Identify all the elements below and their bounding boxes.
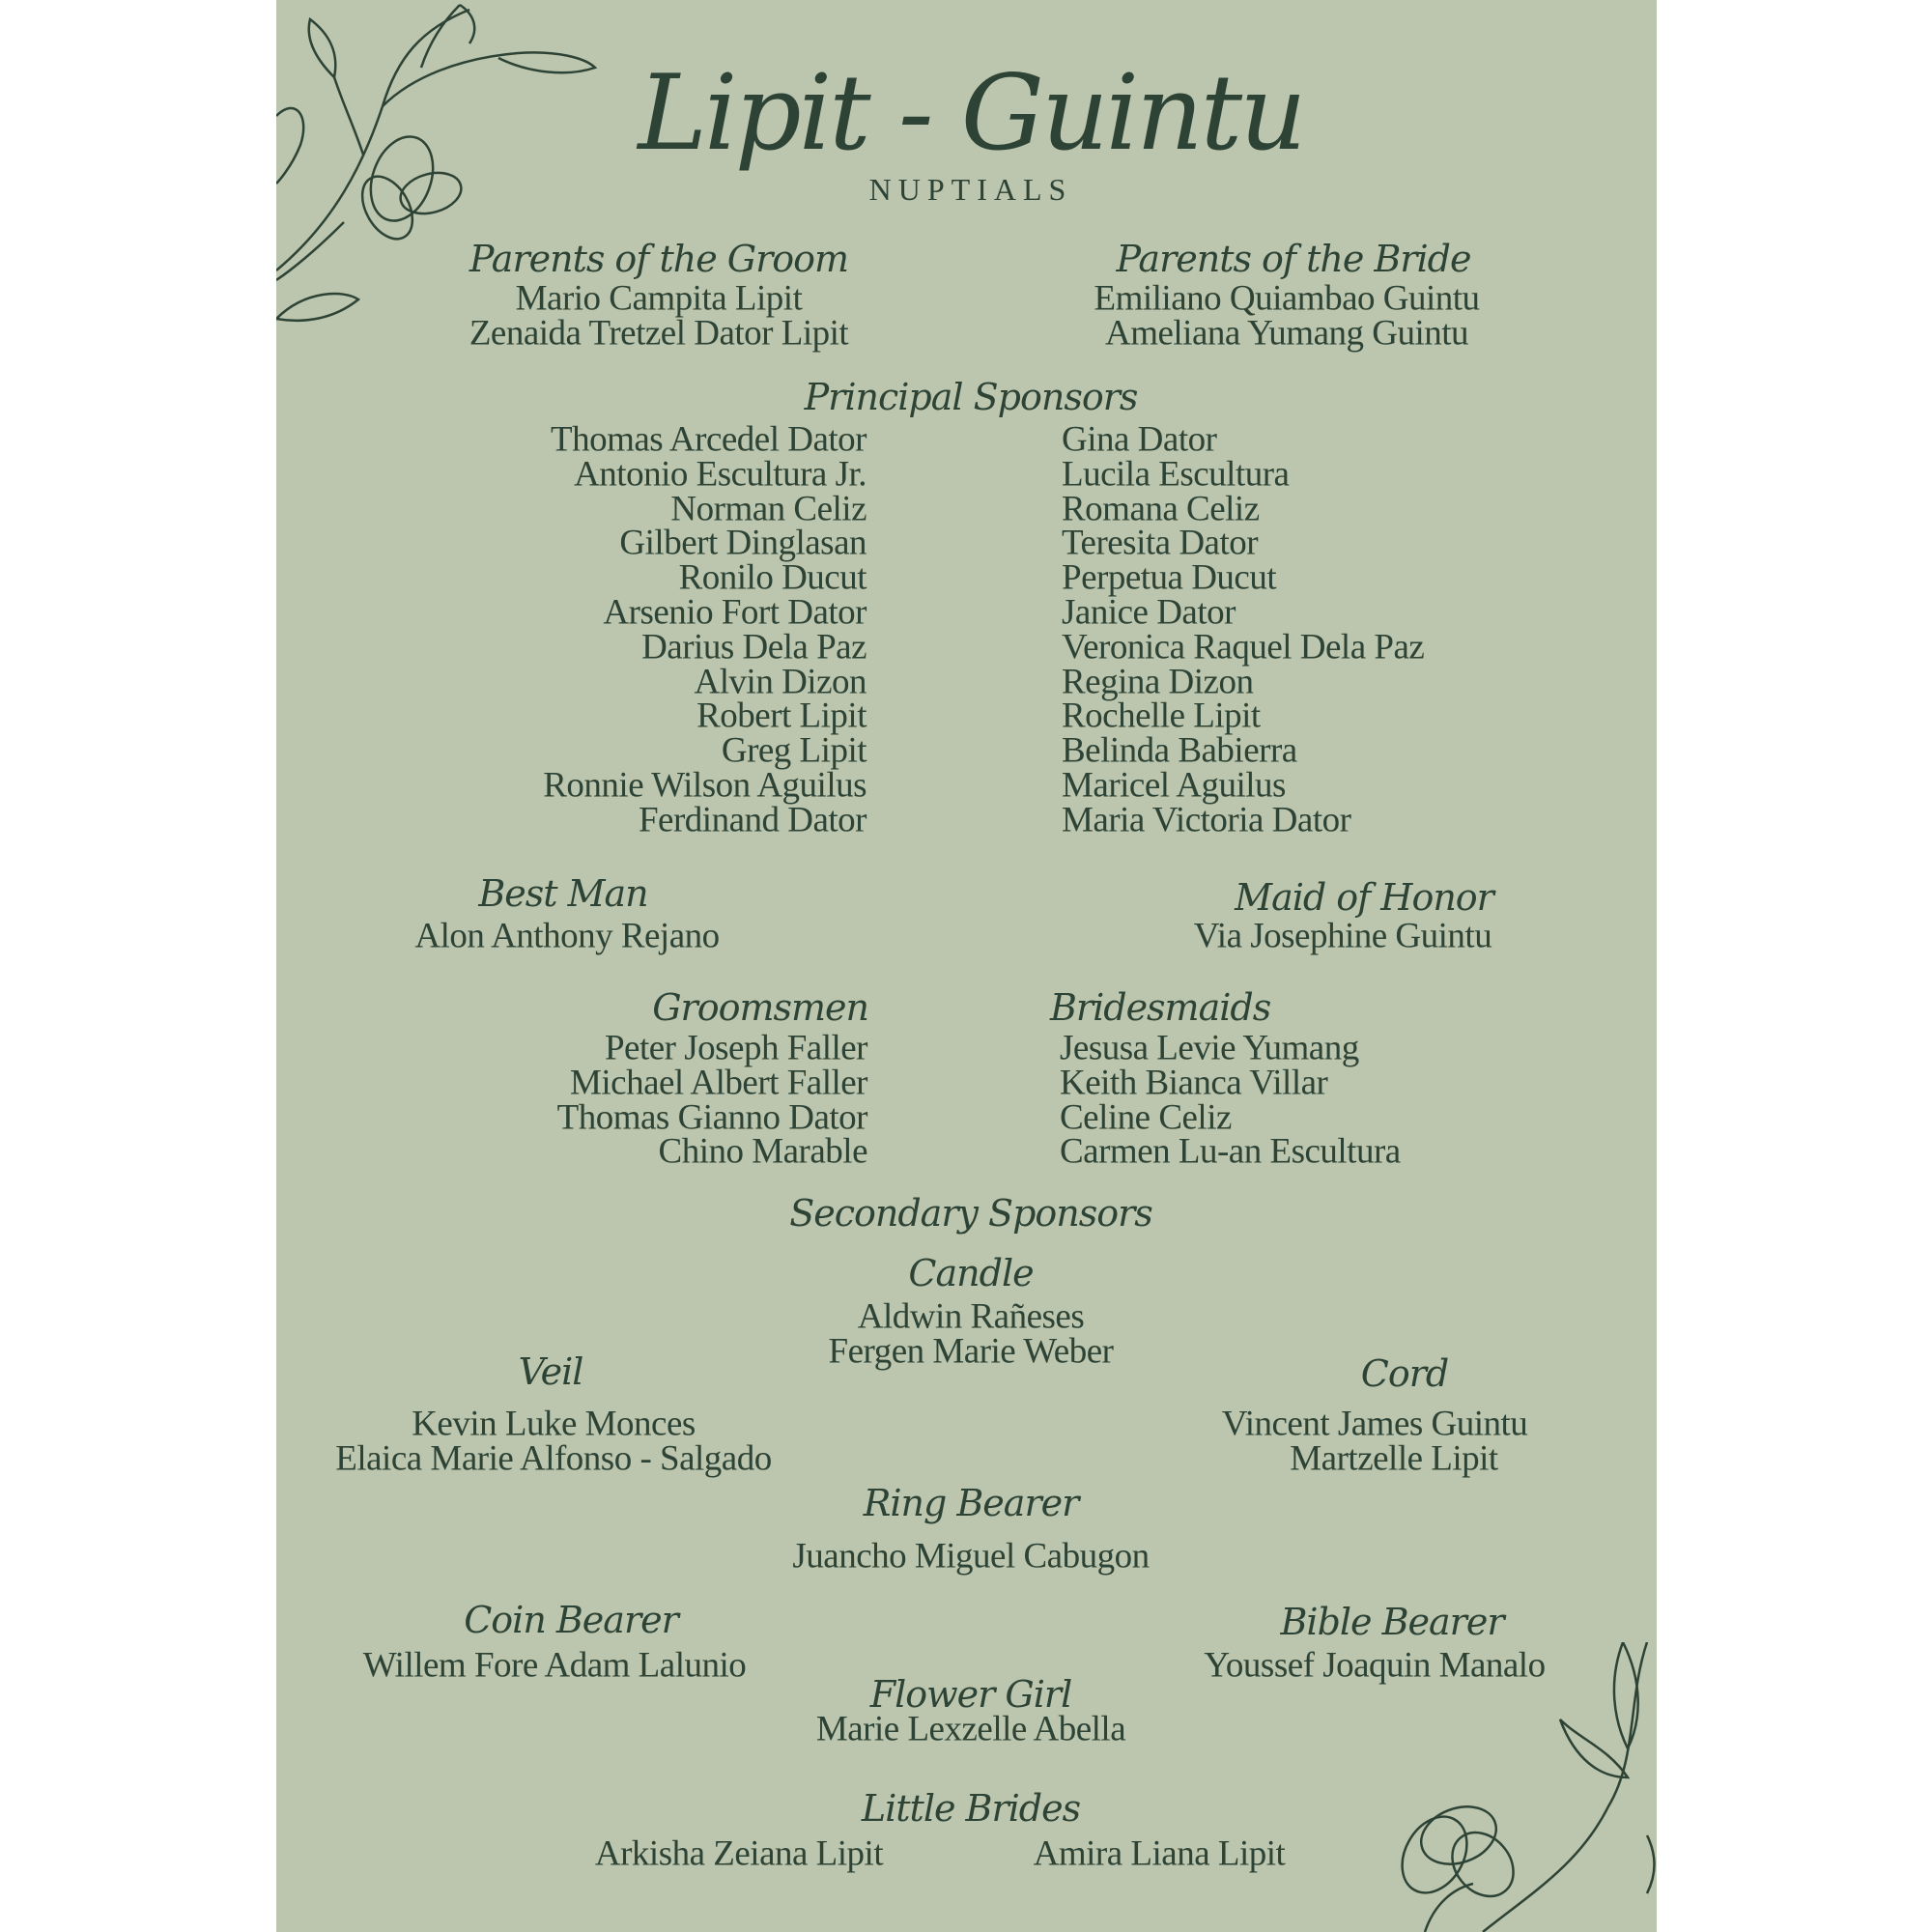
principal-sponsor-name: Antonio Escultura Jr. — [574, 454, 867, 495]
bridesmaid-name: Jesusa Levie Yumang — [1060, 1028, 1359, 1068]
cord-sponsor-name: Vincent James Guintu — [1221, 1404, 1528, 1444]
principal-sponsor-name: Perpetua Ducut — [1062, 557, 1277, 598]
bridesmaids-heading: Bridesmaids — [1050, 986, 1271, 1029]
principal-sponsor-name: Ferdinand Dator — [638, 800, 867, 840]
parent-name: Mario Campita Lipit — [515, 278, 803, 319]
principal-sponsor-name: Greg Lipit — [721, 730, 867, 771]
principal-sponsor-name: Norman Celiz — [670, 489, 867, 529]
principal-sponsor-name: Veronica Raquel Dela Paz — [1062, 627, 1425, 668]
ring-bearer-heading: Ring Bearer — [863, 1482, 1079, 1524]
principal-sponsor-name: Belinda Babierra — [1062, 730, 1297, 771]
groomsman-name: Chino Marable — [658, 1131, 867, 1172]
bridesmaid-name: Carmen Lu-an Escultura — [1060, 1131, 1401, 1172]
ring-bearer-name: Juancho Miguel Cabugon — [792, 1536, 1150, 1577]
bible-bearer-heading: Bible Bearer — [1280, 1601, 1504, 1643]
veil-sponsor-name: Kevin Luke Monces — [412, 1404, 696, 1444]
principal-sponsor-name: Lucila Escultura — [1062, 454, 1290, 495]
bible-bearer-name: Youssef Joaquin Manalo — [1204, 1645, 1546, 1686]
veil-sponsor-name: Elaica Marie Alfonso - Salgado — [335, 1438, 772, 1479]
principal-sponsor-name: Maria Victoria Dator — [1062, 800, 1351, 840]
parents-bride-heading: Parents of the Bride — [1116, 238, 1471, 280]
candle-sponsor-name: Fergen Marie Weber — [828, 1331, 1114, 1372]
cord-heading: Cord — [1360, 1352, 1449, 1395]
principal-sponsor-name: Alvin Dizon — [694, 662, 867, 702]
page-title: Lipit - Guintu — [638, 53, 1304, 174]
principal-sponsor-name: Arsenio Fort Dator — [603, 592, 867, 633]
principal-sponsor-name: Darius Dela Paz — [641, 627, 867, 668]
best-man-heading: Best Man — [478, 872, 648, 915]
floral-bottom-right-icon — [1367, 1642, 1657, 1932]
bridesmaid-name: Celine Celiz — [1060, 1097, 1232, 1138]
groomsmen-heading: Groomsmen — [652, 986, 868, 1029]
groomsman-name: Michael Albert Faller — [569, 1063, 867, 1103]
principal-sponsor-name: Ronilo Ducut — [678, 557, 867, 598]
principal-sponsor-name: Robert Lipit — [696, 696, 867, 736]
principal-sponsor-name: Janice Dator — [1062, 592, 1236, 633]
little-bride-name: Amira Liana Lipit — [1033, 1833, 1286, 1874]
little-brides-heading: Little Brides — [861, 1787, 1081, 1830]
parent-name: Zenaida Tretzel Dator Lipit — [469, 313, 849, 354]
coin-bearer-name: Willem Fore Adam Lalunio — [362, 1645, 747, 1686]
groomsman-name: Thomas Gianno Dator — [556, 1097, 867, 1138]
parents-groom-heading: Parents of the Groom — [469, 238, 849, 280]
coin-bearer-heading: Coin Bearer — [464, 1599, 678, 1641]
principal-sponsors-heading: Principal Sponsors — [804, 376, 1138, 418]
candle-heading: Candle — [908, 1252, 1034, 1294]
principal-sponsor-name: Thomas Arcedel Dator — [551, 419, 867, 460]
principal-sponsor-name: Gina Dator — [1062, 419, 1217, 460]
invitation-card — [276, 0, 1657, 1932]
flower-girl-name: Marie Lexzelle Abella — [815, 1709, 1126, 1749]
maid-of-honor-heading: Maid of Honor — [1235, 876, 1493, 919]
principal-sponsor-name: Regina Dizon — [1062, 662, 1254, 702]
page-subtitle: NUPTIALS — [868, 172, 1073, 207]
cord-sponsor-name: Martzelle Lipit — [1290, 1438, 1498, 1479]
principal-sponsor-name: Maricel Aguilus — [1062, 765, 1286, 806]
maid-of-honor-name: Via Josephine Guintu — [1193, 916, 1492, 956]
best-man-name: Alon Anthony Rejano — [414, 916, 720, 956]
parent-name: Emiliano Quiambao Guintu — [1094, 278, 1480, 319]
secondary-sponsors-heading: Secondary Sponsors — [789, 1192, 1152, 1235]
principal-sponsor-name: Teresita Dator — [1062, 523, 1259, 563]
principal-sponsor-name: Romana Celiz — [1062, 489, 1260, 529]
principal-sponsor-name: Rochelle Lipit — [1062, 696, 1261, 736]
parent-name: Ameliana Yumang Guintu — [1104, 313, 1469, 354]
candle-sponsor-name: Aldwin Rañeses — [857, 1296, 1085, 1337]
principal-sponsor-name: Ronnie Wilson Aguilus — [543, 765, 867, 806]
bridesmaid-name: Keith Bianca Villar — [1060, 1063, 1328, 1103]
veil-heading: Veil — [518, 1350, 583, 1393]
principal-sponsor-name: Gilbert Dinglasan — [619, 523, 867, 563]
little-bride-name: Arkisha Zeiana Lipit — [594, 1833, 884, 1874]
groomsman-name: Peter Joseph Faller — [604, 1028, 867, 1068]
flower-girl-heading: Flower Girl — [869, 1673, 1072, 1716]
